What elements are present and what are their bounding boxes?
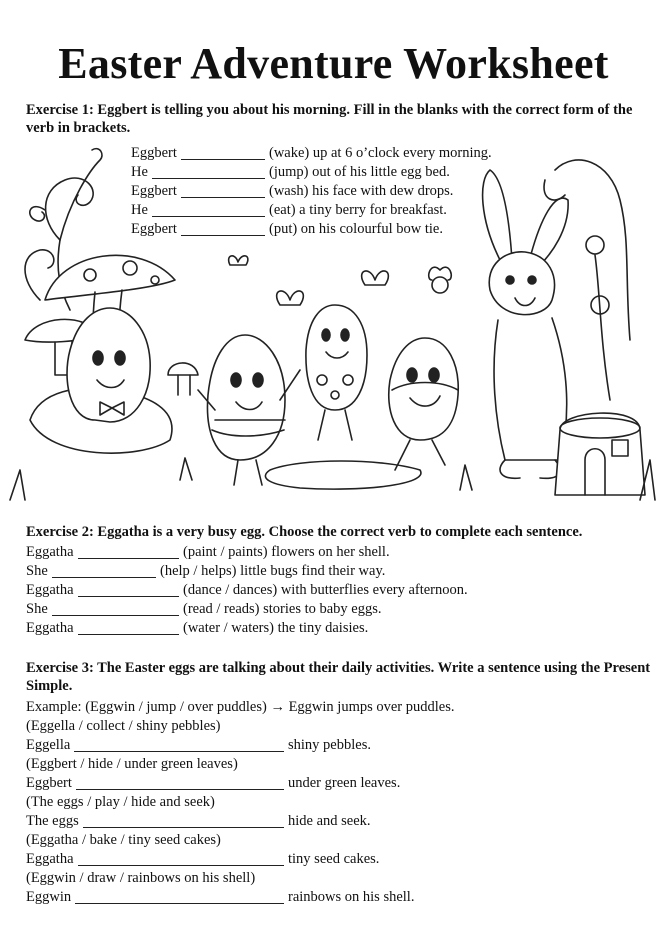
exercise2-line (26, 619, 368, 638)
answer-blank[interactable] (52, 601, 179, 616)
answer-blank[interactable] (78, 544, 179, 559)
answer-blank[interactable] (78, 582, 179, 597)
line-rest: rainbows on his shell. (288, 889, 415, 905)
line-rest: (eat) a tiny berry for breakfast. (269, 202, 447, 218)
exercise2-line (26, 581, 468, 600)
butterfly-icon (229, 256, 389, 305)
easter-scene-illustration (0, 140, 667, 505)
page-title: Easter Adventure Worksheet (58, 39, 609, 88)
line-rest: tiny seed cakes. (288, 851, 380, 867)
exercise3-prompt: (The eggs / play / hide and seek) (26, 794, 215, 810)
exercise3-line (26, 888, 414, 907)
answer-blank[interactable] (78, 620, 179, 635)
line-rest: (wake) up at 6 o’clock every morning. (269, 145, 492, 161)
exercise2-line (26, 600, 382, 619)
line-subject: Eggatha (26, 620, 74, 636)
line-rest: (paint / paints) flowers on her shell. (183, 544, 390, 560)
line-subject: Eggbert (131, 145, 177, 161)
line-subject: Eggatha (26, 851, 74, 867)
line-rest: under green leaves. (288, 775, 401, 791)
line-rest: hide and seek. (288, 813, 371, 829)
exercise3-example: Example: (Eggwin / jump / over puddles) → Eggwin jumps over puddles. (26, 699, 455, 715)
exercise3-prompt: (Eggbert / hide / under green leaves) (26, 756, 238, 772)
exercise3-prompt: (Eggella / collect / shiny pebbles) (26, 718, 221, 734)
egg-character-eggwin-icon (389, 338, 458, 470)
line-subject: The eggs (26, 813, 79, 829)
line-subject: Eggbert (131, 221, 177, 237)
egg-character-flowered-egg-icon (306, 305, 367, 440)
line-rest: (dance / dances) with butterflies every afternoon. (183, 582, 468, 598)
exercise2-heading: Exercise 2: Eggatha is a very busy egg. Choose the correct verb to complete each sentence. (26, 524, 583, 540)
exercise3-prompt: (Eggwin / draw / rainbows on his shell) (26, 870, 256, 886)
line-subject: He (131, 164, 148, 180)
exercise3-line (26, 850, 379, 869)
line-subject: Eggatha (26, 582, 74, 598)
exercise1-heading: Exercise 1: Eggbert is telling you about his morning. Fill in the blanks with the correct form of the verb in brackets. (26, 102, 633, 136)
puddle-icon (265, 461, 421, 489)
exercise3-heading: Exercise 3: The Easter eggs are talking about their daily activities. Write a sentence using the Present Simple. (26, 660, 651, 694)
answer-blank[interactable] (75, 889, 284, 904)
exercise3-prompt: (Eggatha / bake / tiny seed cakes) (26, 832, 221, 848)
tree-stump-door-icon (555, 413, 645, 495)
exercise2-line (26, 543, 390, 562)
exercise3-line (26, 812, 371, 831)
line-subject: She (26, 601, 48, 617)
line-rest: (put) on his colourful bow tie. (269, 221, 443, 237)
bunny-icon (483, 170, 569, 478)
line-subject: Eggwin (26, 889, 72, 905)
line-subject: Eggbert (26, 775, 72, 791)
answer-blank[interactable] (83, 813, 284, 828)
line-rest: (jump) out of his little egg bed. (269, 164, 450, 180)
line-rest: shiny pebbles. (288, 737, 371, 753)
line-rest: (water / waters) the tiny daisies. (183, 620, 369, 636)
line-rest: (read / reads) stories to baby eggs. (183, 601, 382, 617)
line-rest: (wash) his face with dew drops. (269, 183, 454, 199)
line-subject: Eggella (26, 737, 71, 753)
line-rest: (help / helps) little bugs find their way. (160, 563, 386, 579)
answer-blank[interactable] (76, 775, 284, 790)
line-subject: Eggatha (26, 544, 74, 560)
exercise2-line (26, 562, 385, 581)
line-subject: He (131, 202, 148, 218)
line-subject: Eggbert (131, 183, 177, 199)
answer-blank[interactable] (78, 851, 284, 866)
line-subject: She (26, 563, 48, 579)
exercise3-line (26, 774, 400, 793)
egg-character-eggatha-icon (198, 335, 300, 485)
exercise3-line (26, 736, 371, 755)
answer-blank[interactable] (52, 563, 156, 578)
answer-blank[interactable] (74, 737, 284, 752)
